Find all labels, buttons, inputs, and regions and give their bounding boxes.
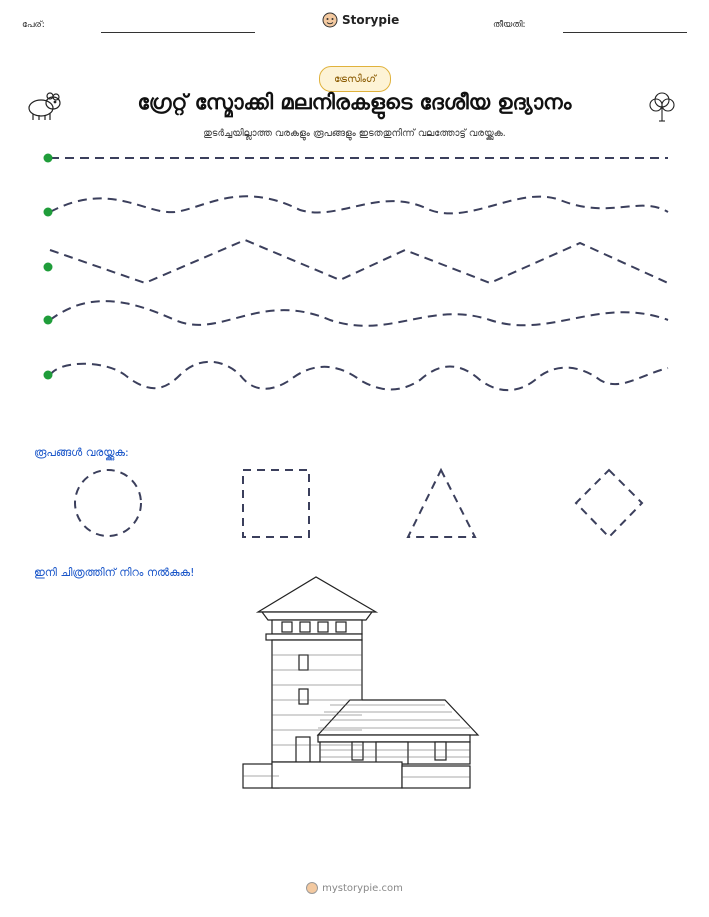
brand-name: Storypie bbox=[342, 13, 400, 27]
footer-logo-icon bbox=[306, 882, 318, 894]
date-label: തീയതി: bbox=[493, 20, 526, 30]
coloring-heading: ഇനി ചിത്രത്തിന് നിറം നൽകുക! bbox=[34, 566, 195, 579]
instructions: തുടർച്ചയില്ലാത്ത വരകളും രൂപങ്ങളും ഇടതതുനിന്ന് വലത്തോട്ട് വരയ്ക്കുക. bbox=[203, 128, 506, 139]
page-title: ഗ്രേറ്റ് സ്മോക്കി മലനിരകളുടെ ദേശീയ ഉദ്യാനം bbox=[137, 90, 572, 114]
footer-url[interactable]: mystorypie.com bbox=[322, 883, 403, 894]
tracing-badge: ട്രേസിംഗ് bbox=[319, 66, 391, 92]
footer bbox=[0, 882, 709, 894]
shapes-heading: രൂപങ്ങൾ വരയ്ക്കുക: bbox=[34, 446, 129, 459]
name-label: പേര്: bbox=[22, 20, 45, 30]
tower-roof bbox=[258, 577, 376, 612]
